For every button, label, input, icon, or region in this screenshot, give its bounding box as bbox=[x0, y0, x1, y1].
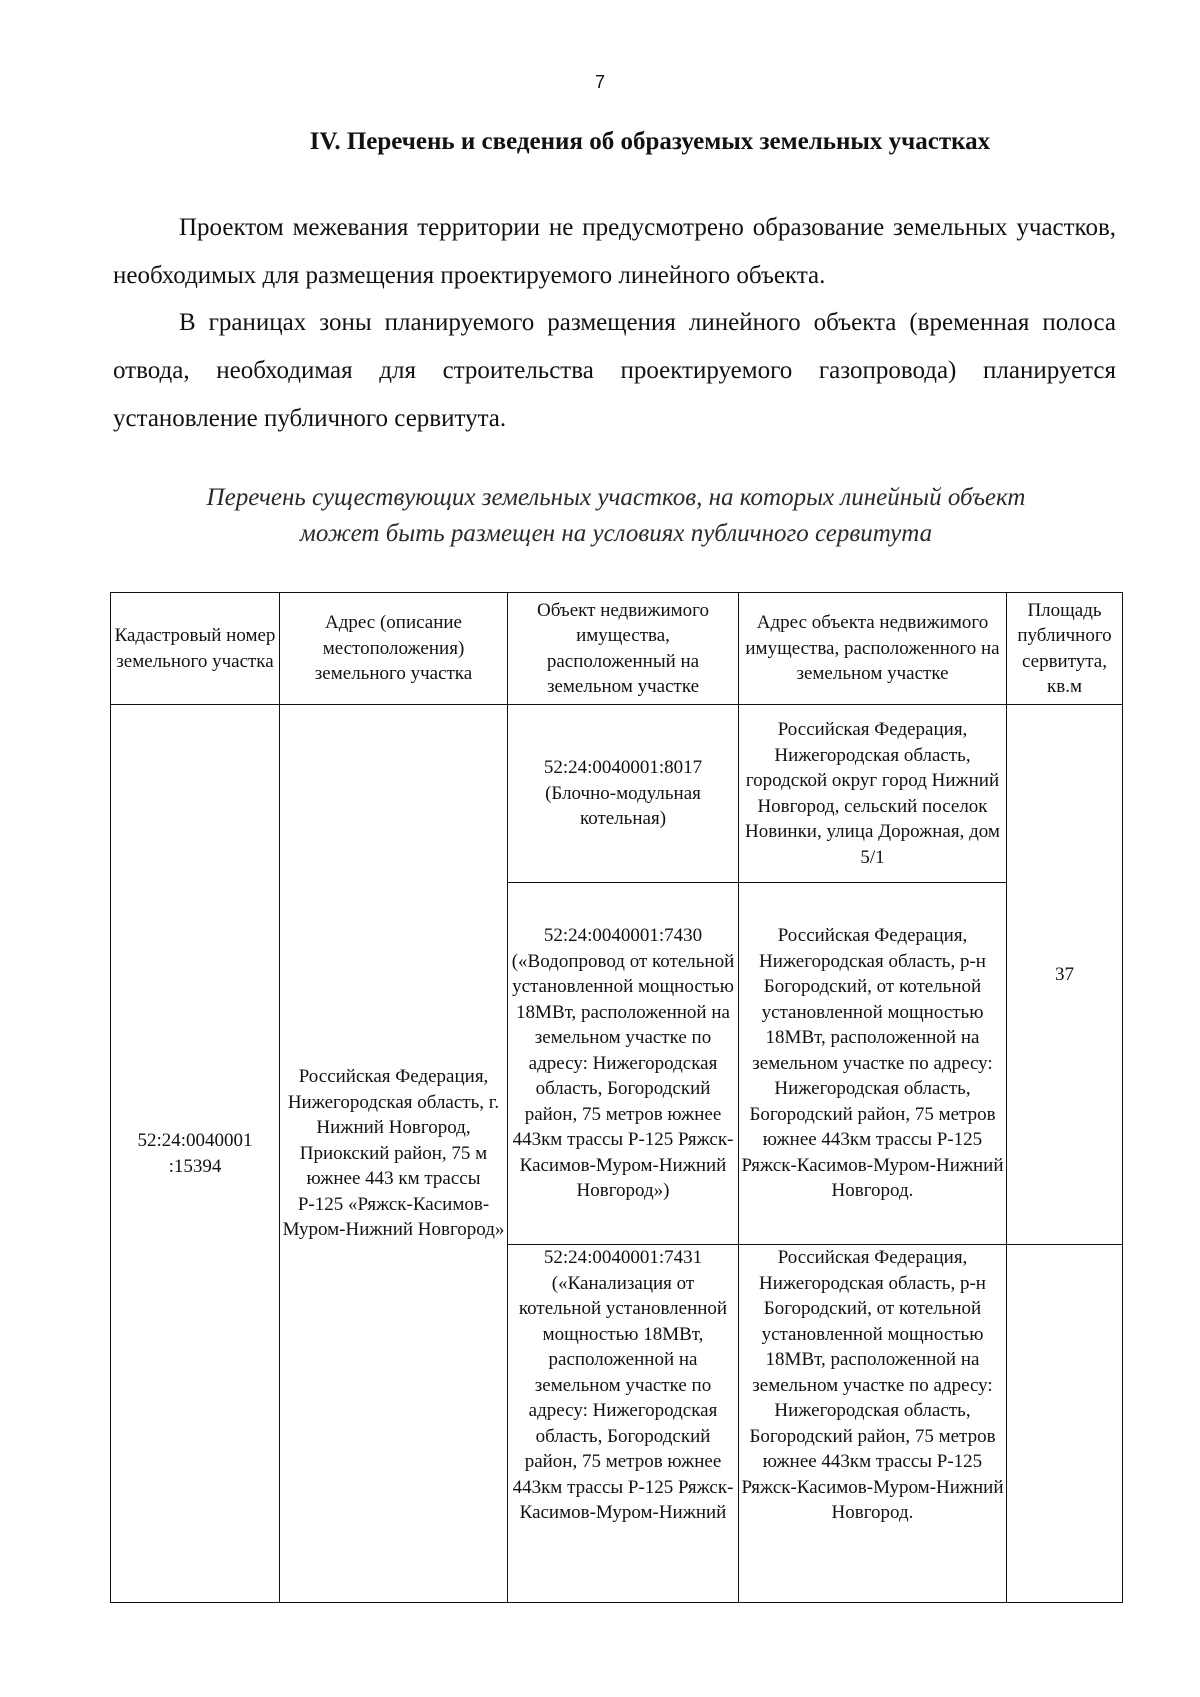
section-title: IV. Перечень и сведения об образуемых земельных участках bbox=[309, 128, 991, 155]
object-address-cell: Российская Федерация, Нижегородская область, р-н Богородский, от котельной установленной мощностью 18МВт, расположенной на земельном участке по адресу: Нижегородская область, Богородский район, 75 метров южнее 443км трассы Р-125 Ряжск-Касимов-Муром-Нижний Новгород. bbox=[739, 883, 1007, 1245]
parcel-address-cell: Российская Федерация, Нижегородская область, г. Нижний Новгород, Приокский район, 75 м южнее 443 км трассы Р-125 «Ряжск-Касимов-Муром-Нижний Новгород» bbox=[280, 705, 508, 1603]
caption-line: Перечень существующих земельных участков, на которых линейный объект bbox=[206, 484, 1026, 511]
object-cell: 52:24:0040001:7431 («Канализация от котельной установленной мощностью 18МВт, расположенной на земельном участке по адресу: Нижегородская область, Богородский район, 75 метров южнее 443км трассы Р-125 Ряжск-Касимов-Муром-Нижний bbox=[508, 1245, 739, 1603]
header-object-address: Адрес объекта недвижимого имущества, расположенного на земельном участке bbox=[739, 593, 1007, 705]
table-header-row bbox=[111, 593, 1123, 705]
object-address-cell: Российская Федерация, Нижегородская область, городской округ город Нижний Новгород, сельский поселок Новинки, улица Дорожная, дом 5/1 bbox=[739, 705, 1007, 883]
parcels-table bbox=[110, 592, 1123, 1603]
paragraph bbox=[113, 299, 1116, 443]
paragraph-text: Проектом межевания территории не предусмотрено образование земельных участков, необходимых для размещения проектируемого линейного объекта. bbox=[113, 214, 1116, 289]
area-cell: 37 bbox=[1007, 705, 1123, 1245]
page-number: 7 bbox=[594, 72, 605, 92]
area-cell-empty bbox=[1007, 1245, 1123, 1603]
header-address: Адрес (описание местоположения) земельного участка bbox=[280, 593, 508, 705]
cadastral-number-cell: 52:24:0040001 :15394 bbox=[111, 705, 280, 1603]
object-address-cell: Российская Федерация, Нижегородская область, р-н Богородский, от котельной установленной мощностью 18МВт, расположенной на земельном участке по адресу: Нижегородская область, Богородский район, 75 метров южнее 443км трассы Р-125 Ряжск-Касимов-Муром-Нижний Новгород. bbox=[739, 1245, 1007, 1603]
paragraph-text: В границах зоны планируемого размещения линейного объекта (временная полоса отвода, необходимая для строительства проектируемого газопровода) планируется установление публичного сервитута. bbox=[113, 309, 1116, 432]
object-cell: 52:24:0040001:8017 (Блочно-модульная котельная) bbox=[508, 705, 739, 883]
table-caption bbox=[110, 480, 1122, 552]
caption-line: может быть размещен на условиях публичного сервитута bbox=[299, 520, 933, 547]
table-row bbox=[111, 705, 1123, 883]
paragraph bbox=[113, 204, 1116, 300]
object-cell: 52:24:0040001:7430 («Водопровод от котельной установленной мощностью 18МВт, расположенной на земельном участке по адресу: Нижегородская область, Богородский район, 75 метров южнее 443км трассы Р-125 Ряжск-Касимов-Муром-Нижний Новгород») bbox=[508, 883, 739, 1245]
header-area: Площадь публичного сервитута, кв.м bbox=[1007, 593, 1123, 705]
header-object: Объект недвижимого имущества, расположенный на земельном участке bbox=[508, 593, 739, 705]
header-cadastral-number: Кадастровый номер земельного участка bbox=[111, 593, 280, 705]
